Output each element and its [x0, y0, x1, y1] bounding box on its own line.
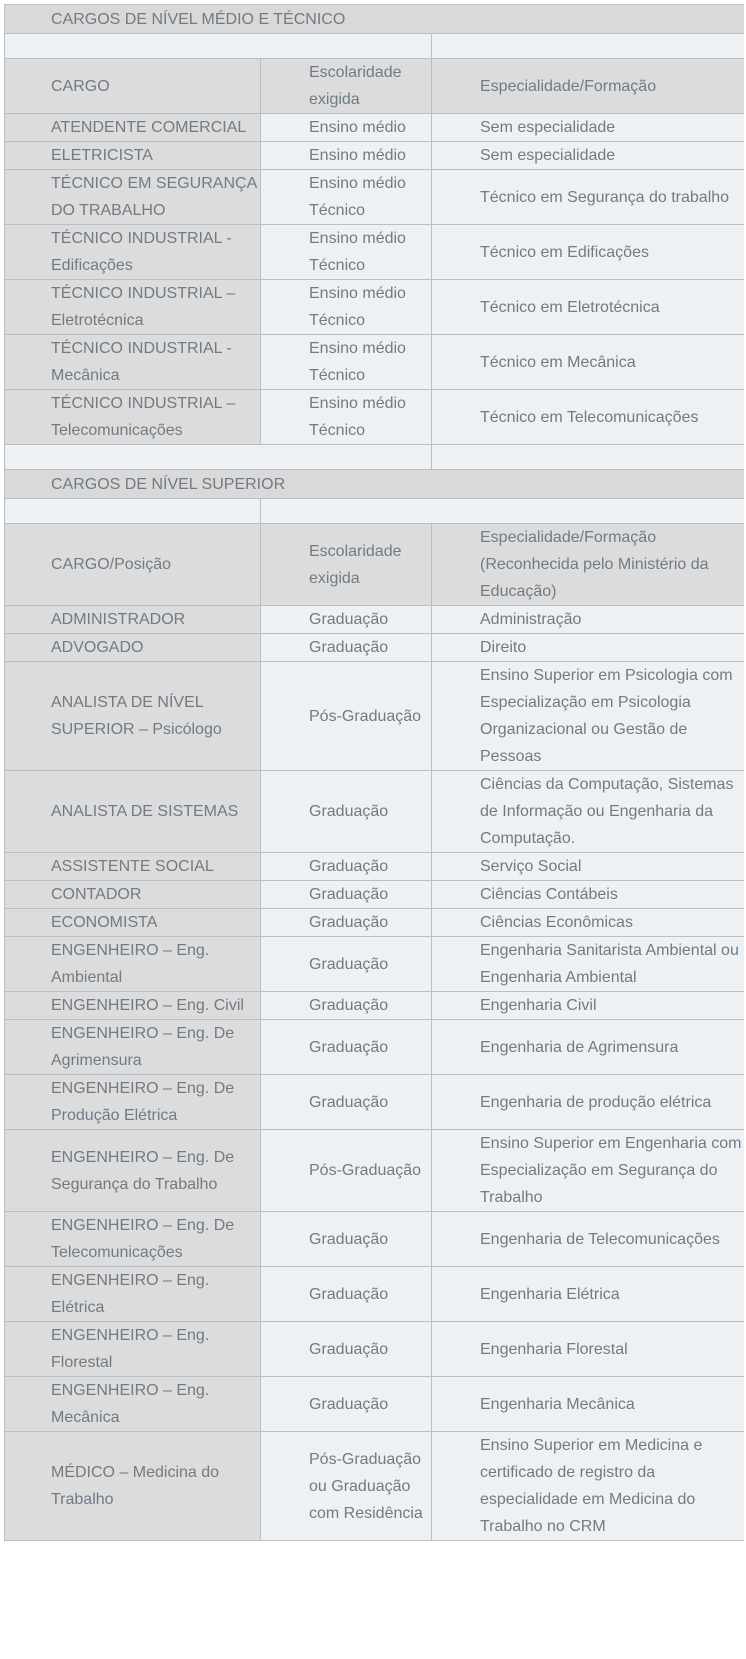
cell-cargo: ANALISTA DE SISTEMAS	[5, 771, 261, 853]
table-row	[5, 937, 745, 992]
table-row	[5, 992, 745, 1020]
header-cargo: CARGO	[5, 59, 261, 114]
blank-cell	[432, 445, 745, 470]
cell-escolaridade: Graduação	[261, 1267, 432, 1322]
cell-escolaridade: Ensino médio Técnico	[261, 390, 432, 445]
cell-escolaridade: Graduação	[261, 1020, 432, 1075]
cell-especialidade: Engenharia Civil	[432, 992, 745, 1020]
section-title-medio: CARGOS DE NÍVEL MÉDIO E TÉCNICO	[5, 5, 745, 34]
table-row	[5, 335, 745, 390]
header-escolaridade: Escolaridade exigida	[261, 59, 432, 114]
cell-escolaridade: Ensino médio Técnico	[261, 335, 432, 390]
table-row	[5, 390, 745, 445]
cargos-table	[4, 4, 744, 1541]
cell-cargo: ADMINISTRADOR	[5, 606, 261, 634]
cell-especialidade: Serviço Social	[432, 853, 745, 881]
cell-especialidade: Ciências Econômicas	[432, 909, 745, 937]
cell-cargo: MÉDICO – Medicina do Trabalho	[5, 1432, 261, 1541]
table-row	[5, 909, 745, 937]
blank-cell	[5, 499, 261, 524]
cell-especialidade: Técnico em Mecânica	[432, 335, 745, 390]
blank-cell	[5, 445, 432, 470]
cell-especialidade: Sem especialidade	[432, 114, 745, 142]
table-row	[5, 1322, 745, 1377]
cell-especialidade: Ciências Contábeis	[432, 881, 745, 909]
blank-row	[5, 499, 745, 524]
table-row	[5, 225, 745, 280]
cell-escolaridade: Graduação	[261, 992, 432, 1020]
table-row	[5, 771, 745, 853]
table-row	[5, 1377, 745, 1432]
cell-especialidade: Ensino Superior em Medicina e certificado de registro da especialidade em Medicina do Trabalho no CRM	[432, 1432, 745, 1541]
cell-especialidade: Engenharia Florestal	[432, 1322, 745, 1377]
cell-cargo: ELETRICISTA	[5, 142, 261, 170]
cell-cargo: TÉCNICO INDUSTRIAL – Eletrotécnica	[5, 280, 261, 335]
cell-especialidade: Engenharia de produção elétrica	[432, 1075, 745, 1130]
cell-especialidade: Engenharia Elétrica	[432, 1267, 745, 1322]
cell-especialidade: Direito	[432, 634, 745, 662]
blank-row	[5, 34, 745, 59]
blank-row	[5, 445, 745, 470]
table-row	[5, 1212, 745, 1267]
cell-especialidade: Ensino Superior em Psicologia com Especialização em Psicologia Organizacional ou Gestão de Pessoas	[432, 662, 745, 771]
cell-cargo: ANALISTA DE NÍVEL SUPERIOR – Psicólogo	[5, 662, 261, 771]
table-row	[5, 1075, 745, 1130]
cell-escolaridade: Graduação	[261, 634, 432, 662]
cell-especialidade: Técnico em Telecomunicações	[432, 390, 745, 445]
cell-escolaridade: Graduação	[261, 771, 432, 853]
cell-cargo: ENGENHEIRO – Eng. Florestal	[5, 1322, 261, 1377]
cell-escolaridade: Graduação	[261, 1212, 432, 1267]
cell-especialidade: Engenharia Sanitarista Ambiental ou Engenharia Ambiental	[432, 937, 745, 992]
cell-especialidade: Técnico em Segurança do trabalho	[432, 170, 745, 225]
cell-cargo: ENGENHEIRO – Eng. Elétrica	[5, 1267, 261, 1322]
cell-escolaridade: Graduação	[261, 606, 432, 634]
table-row	[5, 1267, 745, 1322]
cell-cargo: ASSISTENTE SOCIAL	[5, 853, 261, 881]
cell-especialidade: Técnico em Eletrotécnica	[432, 280, 745, 335]
blank-cell	[261, 499, 745, 524]
cell-especialidade: Administração	[432, 606, 745, 634]
cell-cargo: ENGENHEIRO – Eng. Civil	[5, 992, 261, 1020]
table-row	[5, 1020, 745, 1075]
cell-escolaridade: Ensino médio	[261, 114, 432, 142]
cell-escolaridade: Graduação	[261, 881, 432, 909]
cell-cargo: ENGENHEIRO – Eng. Ambiental	[5, 937, 261, 992]
blank-cell	[5, 34, 432, 59]
table-row	[5, 280, 745, 335]
cell-especialidade: Técnico em Edificações	[432, 225, 745, 280]
cell-escolaridade: Graduação	[261, 909, 432, 937]
cell-escolaridade: Graduação	[261, 1075, 432, 1130]
cell-cargo: ENGENHEIRO – Eng. De Produção Elétrica	[5, 1075, 261, 1130]
cell-escolaridade: Pós-Graduação	[261, 662, 432, 771]
table-row	[5, 170, 745, 225]
cargos-table-body	[5, 5, 745, 1541]
cell-cargo: TÉCNICO INDUSTRIAL – Telecomunicações	[5, 390, 261, 445]
section-title-row	[5, 470, 745, 499]
cell-escolaridade: Ensino médio Técnico	[261, 280, 432, 335]
table-row	[5, 142, 745, 170]
cell-escolaridade: Ensino médio Técnico	[261, 170, 432, 225]
section-title-superior: CARGOS DE NÍVEL SUPERIOR	[5, 470, 745, 499]
cell-especialidade: Engenharia de Telecomunicações	[432, 1212, 745, 1267]
cell-especialidade: Engenharia de Agrimensura	[432, 1020, 745, 1075]
cell-escolaridade: Pós-Graduação	[261, 1130, 432, 1212]
section-title-row	[5, 5, 745, 34]
table-row	[5, 853, 745, 881]
table-row	[5, 634, 745, 662]
table-row	[5, 881, 745, 909]
cell-escolaridade: Graduação	[261, 853, 432, 881]
cell-especialidade: Engenharia Mecânica	[432, 1377, 745, 1432]
header-row	[5, 524, 745, 606]
table-row	[5, 1432, 745, 1541]
cell-escolaridade: Ensino médio Técnico	[261, 225, 432, 280]
cell-escolaridade: Graduação	[261, 1322, 432, 1377]
cell-cargo: CONTADOR	[5, 881, 261, 909]
cell-cargo: TÉCNICO INDUSTRIAL - Edificações	[5, 225, 261, 280]
table-row	[5, 662, 745, 771]
cell-cargo: TÉCNICO INDUSTRIAL - Mecânica	[5, 335, 261, 390]
cell-especialidade: Ciências da Computação, Sistemas de Informação ou Engenharia da Computação.	[432, 771, 745, 853]
cell-especialidade: Ensino Superior em Engenharia com Especialização em Segurança do Trabalho	[432, 1130, 745, 1212]
cell-cargo: ENGENHEIRO – Eng. De Telecomunicações	[5, 1212, 261, 1267]
cell-escolaridade: Pós-Graduação ou Graduação com Residência	[261, 1432, 432, 1541]
cell-cargo: TÉCNICO EM SEGURANÇA DO TRABALHO	[5, 170, 261, 225]
cell-cargo: ENGENHEIRO – Eng. De Agrimensura	[5, 1020, 261, 1075]
cell-cargo: ENGENHEIRO – Eng. Mecânica	[5, 1377, 261, 1432]
cell-cargo: ENGENHEIRO – Eng. De Segurança do Trabalho	[5, 1130, 261, 1212]
cell-escolaridade: Graduação	[261, 937, 432, 992]
header-especialidade: Especialidade/Formação (Reconhecida pelo Ministério da Educação)	[432, 524, 745, 606]
cell-cargo: ECONOMISTA	[5, 909, 261, 937]
table-row	[5, 1130, 745, 1212]
cell-escolaridade: Graduação	[261, 1377, 432, 1432]
header-escolaridade: Escolaridade exigida	[261, 524, 432, 606]
cell-escolaridade: Ensino médio	[261, 142, 432, 170]
cell-cargo: ADVOGADO	[5, 634, 261, 662]
cell-cargo: ATENDENTE COMERCIAL	[5, 114, 261, 142]
blank-cell	[432, 34, 745, 59]
cell-especialidade: Sem especialidade	[432, 142, 745, 170]
header-especialidade: Especialidade/Formação	[432, 59, 745, 114]
table-row	[5, 114, 745, 142]
header-row	[5, 59, 745, 114]
table-row	[5, 606, 745, 634]
header-cargo: CARGO/Posição	[5, 524, 261, 606]
